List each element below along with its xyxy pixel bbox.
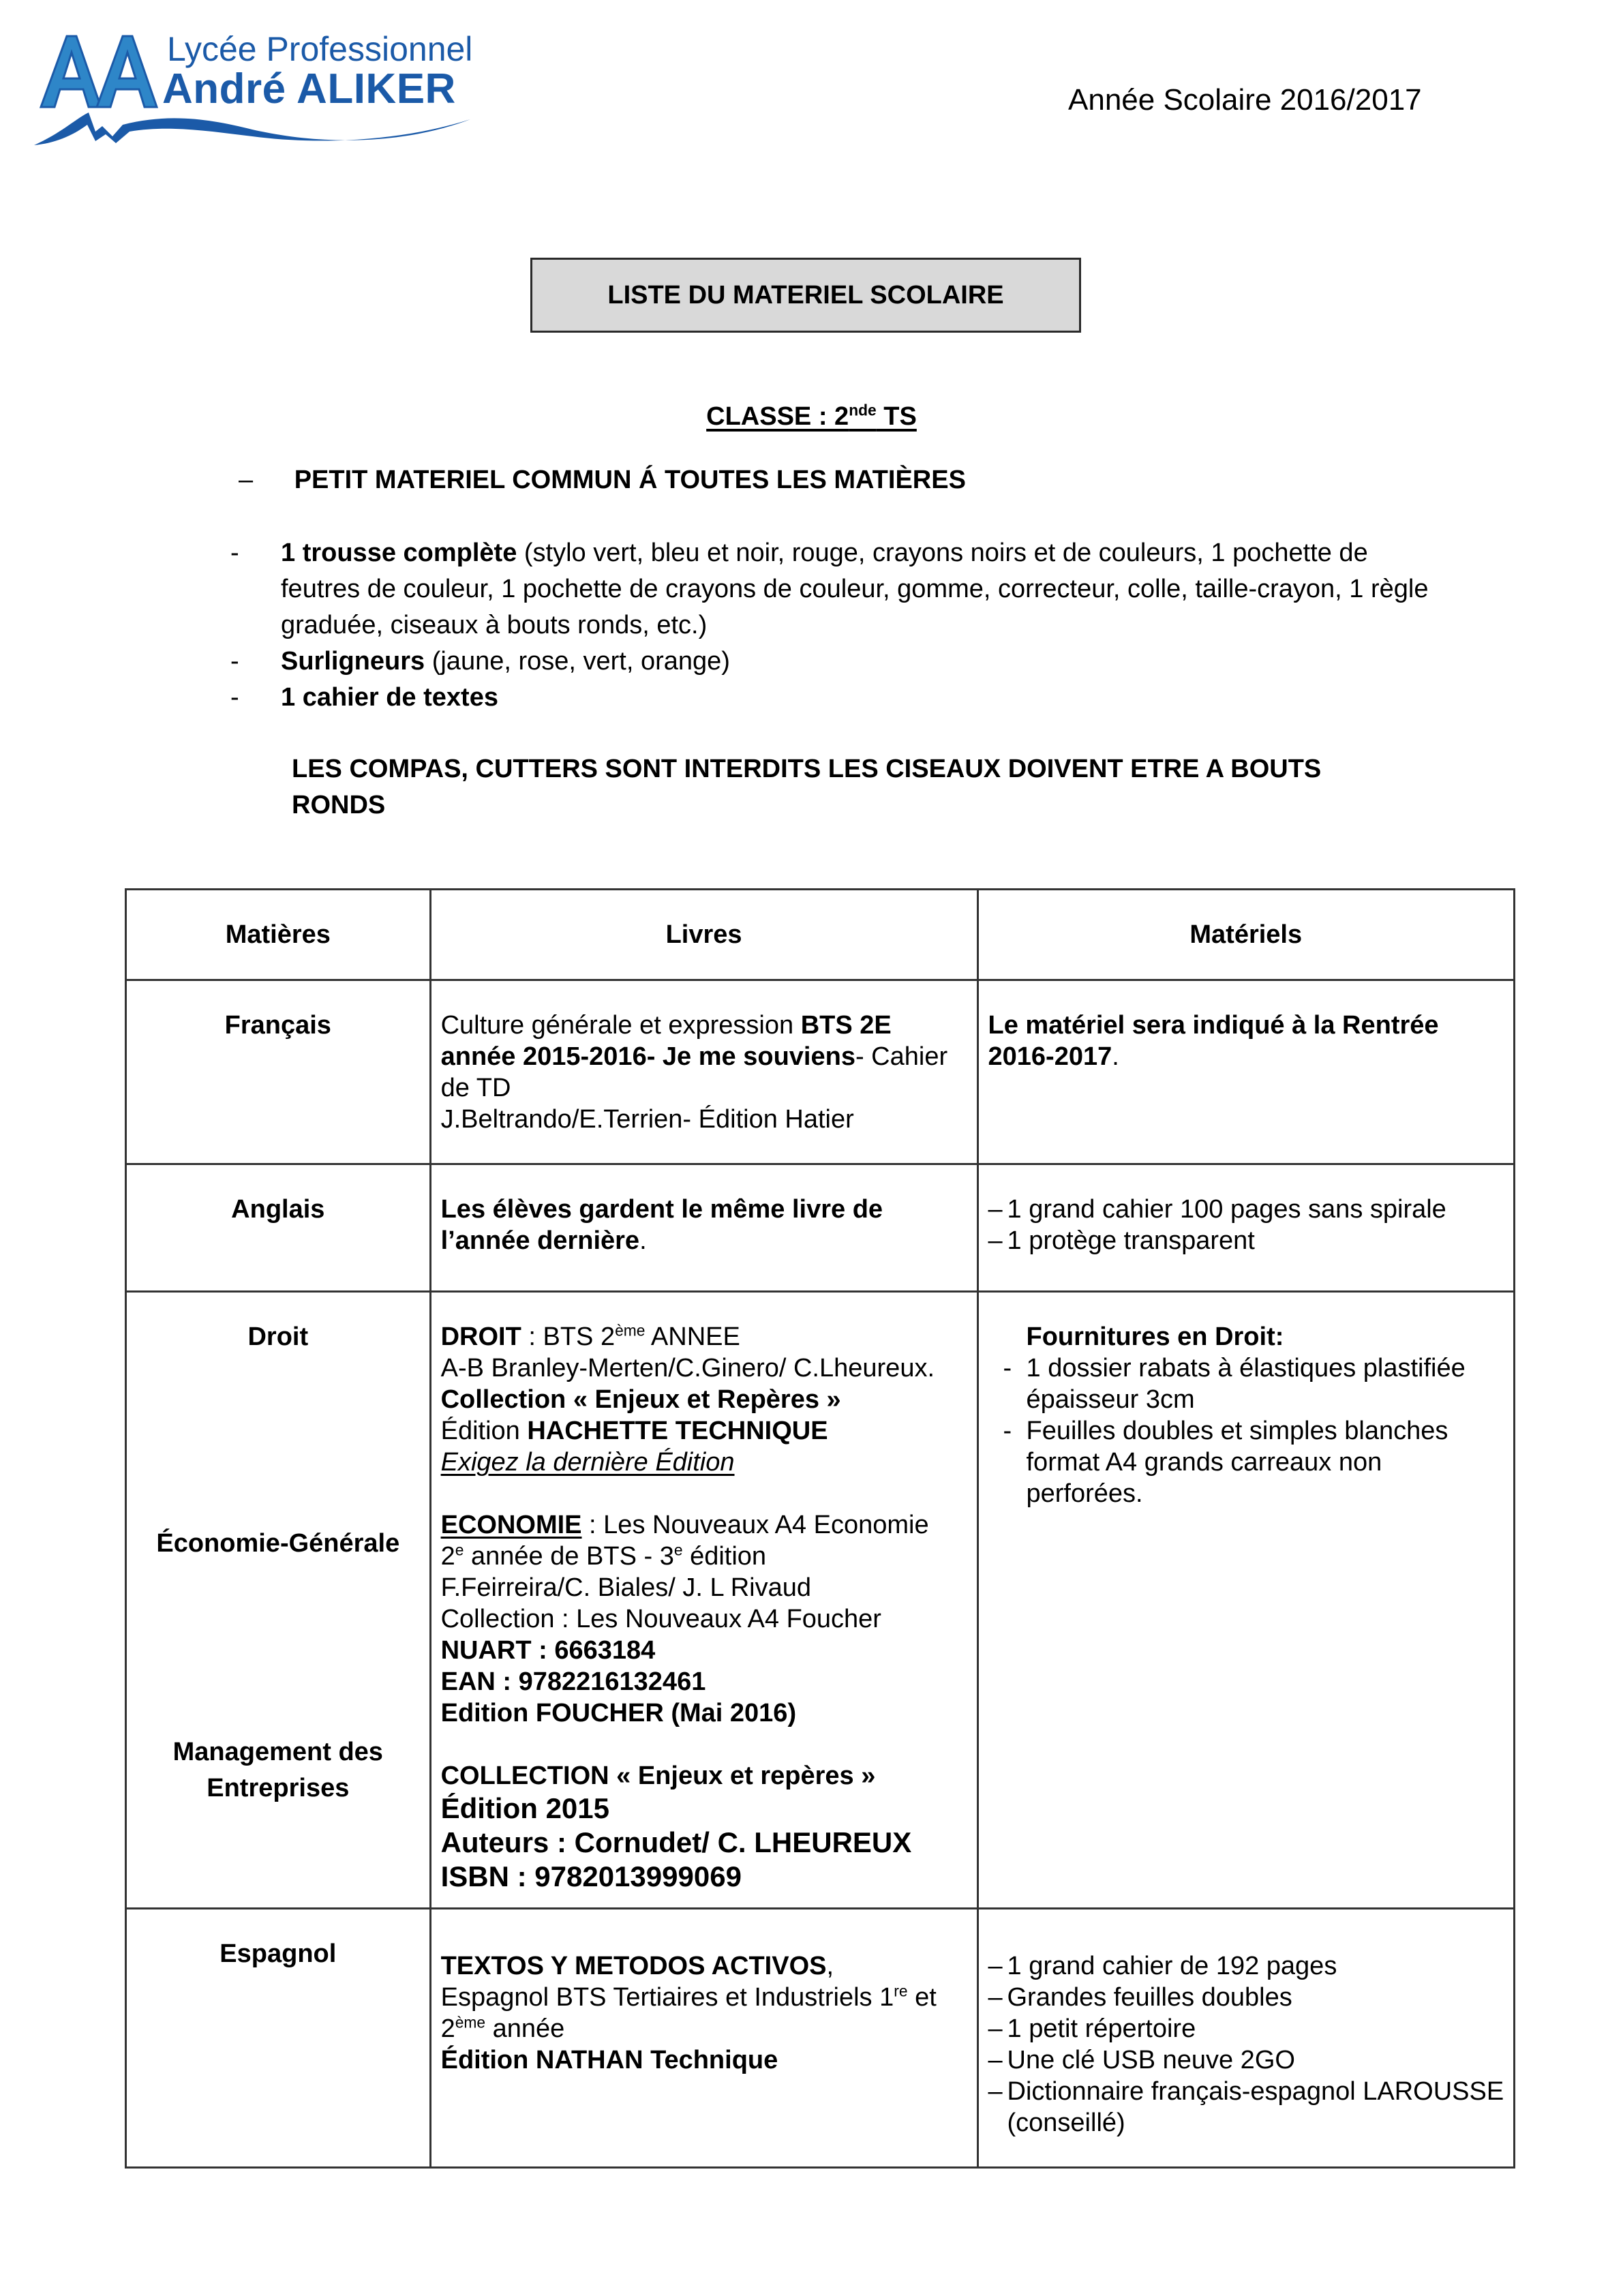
item-bold: Surligneurs (281, 647, 425, 676)
dash-bullet: - (1003, 1354, 1012, 1383)
materials-cell (977, 980, 1515, 1164)
class-heading (0, 402, 1623, 432)
header-books: Livres (430, 890, 977, 980)
book-note: Les élèves gardent le même livre de l’année dernière (440, 1195, 883, 1255)
list-item (988, 2076, 1506, 2139)
list-item (988, 1194, 1506, 1225)
book-sup: e (455, 1541, 464, 1559)
materials-list (988, 1950, 1506, 2139)
book-text: : BTS 2 (521, 1323, 616, 1351)
subject-cell: Français (126, 980, 431, 1164)
list-item (988, 1353, 1506, 1415)
book-isbn: ISBN : 9782013999069 (440, 1860, 742, 1892)
materials-note: Le matériel sera indiqué à la Rentrée 2016-2017 (988, 1011, 1439, 1071)
book-text: année de BTS - 3 (464, 1542, 674, 1571)
document-title: LISTE DU MATERIEL SCOLAIRE (607, 280, 1004, 309)
material-item: 1 grand cahier 100 pages sans spirale (1007, 1195, 1446, 1224)
book-text: Édition (440, 1417, 528, 1445)
book-title: TEXTOS Y METODOS ACTIVOS (440, 1952, 827, 1980)
list-item (988, 1950, 1506, 1982)
subject-management: Management des Entreprises (172, 1738, 383, 1802)
table-row (126, 1909, 1515, 2168)
dash-bullet: – (988, 2046, 1003, 2074)
book-text: édition (682, 1542, 767, 1571)
book-sup: ème (615, 1321, 646, 1340)
book-publisher: HACHETTE TECHNIQUE (527, 1417, 828, 1445)
materials-cell (977, 1292, 1515, 1909)
common-supplies-heading (239, 466, 966, 495)
aa-monogram-icon (34, 31, 170, 109)
subject-cell (126, 1292, 431, 1909)
book-period: . (639, 1226, 647, 1255)
book-collection: Collection « Enjeux et Repères » (440, 1385, 841, 1414)
book-authors: Auteurs : Cornudet/ C. LHEUREUX (440, 1826, 912, 1858)
book-sup: re (894, 1982, 908, 2000)
dash-bullet: - (230, 683, 239, 712)
book-authors: A-B Branley-Merten/C.Ginero/ C.Lheureux. (440, 1354, 935, 1383)
book-title: BTS 2E année 2015-2016- Je me souviens (440, 1011, 892, 1071)
material-item: Grandes feuilles doubles (1007, 1983, 1292, 2012)
material-item: Dictionnaire français-espagnol LAROUSSE (conseillé) (1007, 2077, 1504, 2137)
list-item (988, 1225, 1506, 1256)
droit-book (441, 1321, 969, 1478)
item-text: (stylo vert, bleu et noir, rouge, crayons noirs et de couleurs, 1 pochette de feutres de couleur, 1 pochette de crayons de couleur, gomme, correcteur, colle, taille-crayon, 1 règle graduée, ciseaux à bouts ronds, etc.) (281, 539, 1429, 639)
book-authors: F.Feirreira/C. Biales/ J. L Rivaud (440, 1573, 812, 1602)
dash-bullet: – (239, 466, 254, 494)
management-book (441, 1760, 969, 1894)
book-label: DROIT (440, 1323, 521, 1351)
book-edition: Édition 2015 (440, 1792, 609, 1824)
list-item (225, 535, 1452, 644)
subject-droit: Droit (247, 1323, 309, 1351)
materials-list (988, 1194, 1506, 1256)
class-suffix: TS (876, 402, 917, 431)
dash-bullet: – (988, 2077, 1003, 2106)
subject-cell: Anglais (126, 1164, 431, 1292)
common-heading-text: PETIT MATERIEL COMMUN Á TOUTES LES MATIÈRES (294, 466, 966, 494)
list-item (225, 680, 1452, 716)
book-text: 2 (440, 1542, 455, 1571)
book-text: et (907, 1983, 937, 2012)
header-subjects: Matières (126, 890, 431, 980)
material-item: Une clé USB neuve 2GO (1007, 2046, 1295, 2074)
header-materials: Matériels (977, 890, 1515, 980)
document-title-box (530, 258, 1081, 333)
book-text: Culture générale et expression (440, 1011, 801, 1040)
dash-bullet: – (988, 1226, 1003, 1255)
book-text: : Les Nouveaux A4 Economie (581, 1511, 929, 1539)
book-text: Espagnol BTS Tertiaires et Industriels 1 (440, 1983, 894, 2012)
material-item: 1 dossier rabats à élastiques plastifiée épaisseur 3cm (1026, 1354, 1466, 1414)
materials-list (988, 1353, 1506, 1509)
material-item: 1 petit répertoire (1007, 2014, 1196, 2043)
book-ean: EAN : 9782216132461 (440, 1667, 706, 1696)
list-item (988, 2044, 1506, 2076)
materials-heading: Fournitures en Droit: (1026, 1323, 1284, 1351)
class-prefix: CLASSE : 2 (706, 402, 849, 431)
list-item (988, 2013, 1506, 2044)
book-sup: ème (455, 2013, 486, 2031)
book-text: année (485, 2014, 565, 2043)
books-cell (430, 1292, 977, 1909)
supplies-table (125, 888, 1515, 2169)
item-bold: 1 cahier de textes (281, 683, 498, 712)
book-sup: e (673, 1541, 683, 1559)
dash-bullet: – (988, 1195, 1003, 1224)
school-year: Année Scolaire 2016/2017 (1068, 83, 1422, 117)
dash-bullet: - (1003, 1417, 1012, 1445)
material-item: 1 protège transparent (1007, 1226, 1255, 1255)
book-note: Exigez la dernière Édition (440, 1448, 735, 1477)
materials-cell (977, 1909, 1515, 2168)
logo-line-1: Lycée Professionnel (167, 30, 473, 68)
school-logo (27, 24, 473, 140)
wave-icon (34, 106, 470, 147)
table-row (126, 980, 1515, 1164)
book-text: , (826, 1952, 834, 1980)
logo-line-2: André ALIKER (162, 65, 456, 112)
materials-period: . (1112, 1042, 1119, 1071)
common-supplies-list (225, 535, 1452, 716)
books-cell (430, 1909, 977, 2168)
book-label: ECONOMIE (440, 1511, 582, 1539)
list-item (225, 644, 1452, 680)
dash-bullet: – (988, 1983, 1003, 2012)
book-publisher: Édition NATHAN Technique (440, 2046, 778, 2074)
book-nuart: NUART : 6663184 (440, 1636, 656, 1665)
table-row (126, 1292, 1515, 1909)
materials-cell (977, 1164, 1515, 1292)
dash-bullet: - (230, 647, 239, 676)
dash-bullet: - (230, 539, 239, 567)
dash-bullet: – (988, 2014, 1003, 2043)
class-sup: nde (849, 401, 877, 419)
book-text: 2 (440, 2014, 455, 2043)
item-bold: 1 trousse complète (281, 539, 517, 567)
eco-book (441, 1509, 969, 1729)
table-row (126, 1164, 1515, 1292)
book-text: - Cahier de TD (440, 1042, 948, 1102)
list-item (988, 1982, 1506, 2013)
book-authors: J.Beltrando/E.Terrien- Édition Hatier (440, 1105, 854, 1134)
book-text: ANNEE (645, 1323, 740, 1351)
safety-warning: LES COMPAS, CUTTERS SONT INTERDITS LES CISEAUX DOIVENT ETRE A BOUTS RONDS (292, 755, 1322, 819)
table-header-row (126, 890, 1515, 980)
subject-economie: Économie-Générale (156, 1529, 400, 1558)
dash-bullet: – (988, 1952, 1003, 1980)
material-item: 1 grand cahier de 192 pages (1007, 1952, 1337, 1980)
subject-cell: Espagnol (126, 1909, 431, 2168)
book-publisher: Edition FOUCHER (Mai 2016) (440, 1699, 797, 1727)
list-item (988, 1415, 1506, 1509)
material-item: Feuilles doubles et simples blanches format A4 grands carreaux non perforées. (1026, 1417, 1448, 1508)
books-cell (430, 1164, 977, 1292)
book-collection: COLLECTION « Enjeux et repères » (440, 1762, 876, 1790)
books-cell (430, 980, 977, 1164)
book-collection: Collection : Les Nouveaux A4 Foucher (440, 1605, 881, 1633)
item-text: (jaune, rose, vert, orange) (425, 647, 730, 676)
